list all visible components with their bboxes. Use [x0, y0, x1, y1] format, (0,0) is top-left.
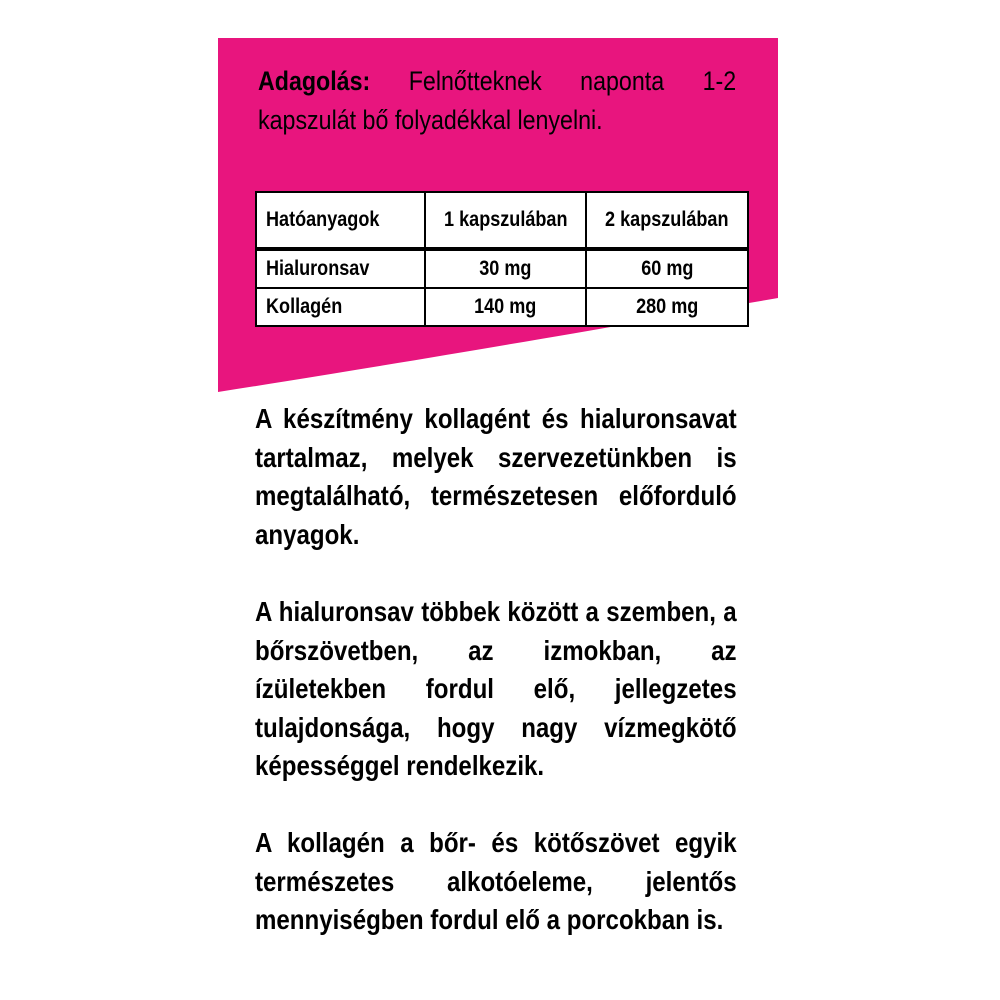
ingredients-table [255, 191, 749, 327]
table-cell: Kollagén [256, 288, 425, 326]
table-cell: 30 mg [425, 249, 586, 288]
table-row [256, 249, 748, 288]
description-paragraph: A hialuronsav többek között a szemben, a bőrszövetben, az izmokban, az ízületekben fordul elő, jellegzetes tulajdonsága, hogy nagy vízmegkötő képességgel rendelkezik. [255, 596, 737, 781]
product-info-panel [218, 38, 778, 960]
table-cell: 60 mg [586, 249, 748, 288]
table-row [256, 288, 748, 326]
table-cell: 140 mg [425, 288, 586, 326]
table-cell: Hialuronsav [256, 249, 425, 288]
description-paragraph: A kollagén a bőr- és kötőszövet egyik természetes alkotóeleme, jelentős mennyiségben fordul elő a porcokban is. [255, 827, 737, 935]
description-paragraph: A készítmény kollagént és hialuronsavat tartalmaz, melyek szervezetünkben is megtalálható, természetesen előforduló anyagok. [255, 403, 737, 550]
table-header-row [256, 192, 748, 249]
dosage-section [218, 38, 778, 398]
dosage-label: Adagolás: [258, 66, 371, 96]
table-header-cell: Hatóanyagok [256, 192, 425, 249]
table-cell: 280 mg [586, 288, 748, 326]
table-header-cell: 2 kapszulában [586, 192, 748, 249]
dosage-instruction: Felnőtteknek naponta 1-2 kapszulát bő folyadékkal lenyelni. [258, 66, 737, 135]
dosage-text [258, 62, 736, 140]
table-header-cell: 1 kapszulában [425, 192, 586, 249]
